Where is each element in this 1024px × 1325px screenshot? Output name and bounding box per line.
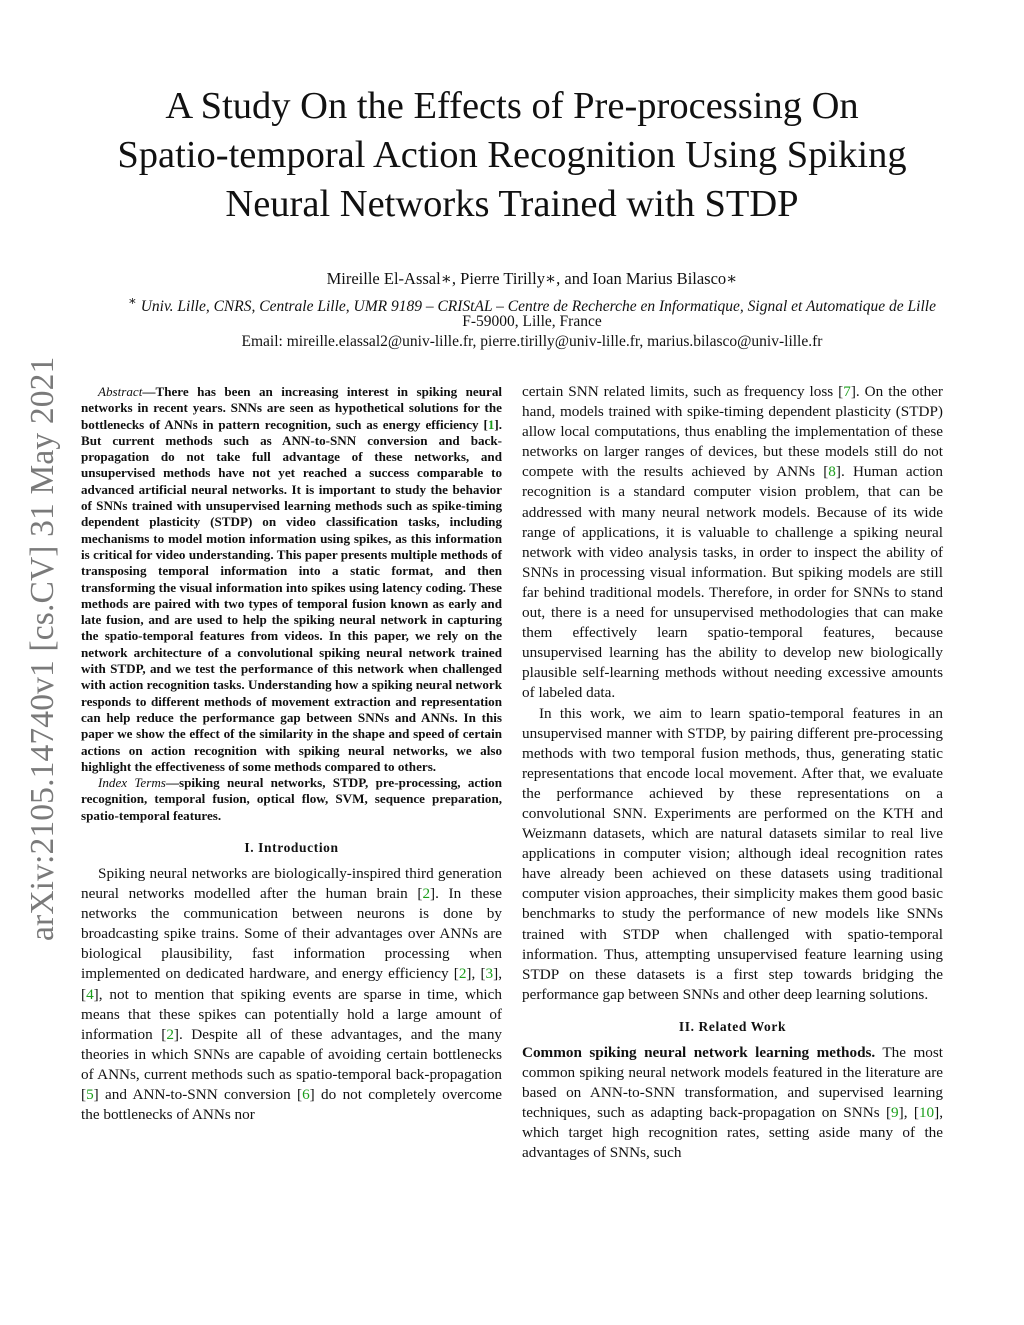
paragraph-text: ]. Human action recognition is a standard computer vision problem, that can be addressed with many neural network models. Because of its wide range of applications, it is valuable to challenge a spiking neural network with video analysis tasks, in order to inspect the ability of SNNs in processing visual information. But spiking models are still far behind traditional models. Therefore, in order for SNNs to stand out, there is a need for unsupervised methodologies that can make them effectively learn spatio-temporal features, because unsupervised learning has the ability to develop new biologically plausible self-learning methods without needing excessive amounts of labeled data. xyxy=(522,463,943,702)
introduction-paragraph xyxy=(81,864,502,1125)
paragraph-text: ], [ xyxy=(466,965,486,983)
title-line: Spatio-temporal Action Recognition Using Spiking xyxy=(117,134,907,176)
abstract-text: —There has been an increasing interest in spiking neural networks in recent years. SNNs are seen as hypothetical solutions for the bottlenecks of ANNs in pattern recognition, such as energy efficiency [ xyxy=(81,384,502,432)
citation-link[interactable]: 8 xyxy=(828,463,836,481)
citation-link[interactable]: 3 xyxy=(485,965,494,983)
left-column xyxy=(81,384,502,1125)
section-heading-related-work: II. Related Work xyxy=(678,1018,787,1034)
abstract-label: Abstract xyxy=(98,384,143,399)
paragraph-text: Spiking neural networks are biologically-inspired third generation neural networks modelled after the human brain [ xyxy=(81,865,502,903)
citation-link[interactable]: 7 xyxy=(843,383,851,400)
affiliation-address: F-59000, Lille, France xyxy=(462,313,602,330)
arxiv-identifier-stamp: arXiv:2105.14740v1 [cs.CV] 31 May 2021 xyxy=(24,356,61,941)
index-terms-label: Index Terms xyxy=(98,775,166,791)
paragraph-text: ] and ANN-to-SNN conversion [ xyxy=(93,1086,303,1104)
citation-link[interactable]: 10 xyxy=(918,1104,935,1122)
citation-link[interactable]: 5 xyxy=(86,1086,94,1104)
paragraph-text: The most common spiking neural network models featured in the literature are based on ANN-to-SNN transformation, and supervised learning techniques, such as adapting back-propagation on SNNs [ xyxy=(522,1043,943,1122)
title-line: A Study On the Effects of Pre-processing On xyxy=(165,85,859,127)
paragraph-text: certain SNN related limits, such as frequency loss [ xyxy=(522,383,844,400)
introduction-paragraph: In this work, we aim to learn spatio-temporal features in an unsupervised manner with STDP, by pairing different pre-processing methods with two temporal fusion methods, thus, generating static representations that encode local movement. After that, we evaluate the performance achieved by these representations on a convolutional SNN. Experiments are performed on the KTH and Weizmann datasets, which are natural datasets similar to real live applications in computer vision; although ideal recognition rates have already been achieved on these datasets using traditional computer vision approaches, their simplicity makes them good basic benchmarks to study the performance of new models like SNNs trained with STDP when challenged with spatio-temporal information. Thus, attempting unsupervised feature learning using STDP on these datasets is a first step towards bridging the performance gap between SNNs and other deep learning solutions. xyxy=(522,704,943,1003)
paragraph-text: ] do not completely overcome the bottlenecks of ANNs nor xyxy=(81,1086,502,1124)
paragraph-runin-heading: Common spiking neural network learning methods. xyxy=(522,1043,876,1061)
abstract-text: ]. But current methods such as ANN-to-SNN conversion and back-propagation do not take full advantage of these networks, and unsupervised methods have not yet reached a success comparable to advanced artificial neural networks. It is important to study the behavior of SNNs trained with unsupervised learning methods such as spike-timing dependent plasticity (STDP) on video classification tasks, including mechanisms to model motion information using spikes, as this information is critical for video understanding. This paper presents multiple methods of transposing temporal information into a static format, and then transforming the visual information into spikes using latency coding. These methods are paired with two types of temporal fusion known as early and late fusion, and are used to help the spiking neural network in capturing the spatio-temporal features from videos. In this paper, we rely on the network architecture of a convolutional spiking neural network trained with STDP, and we test the performance of this network when challenged with action recognition tasks. Understanding how a spiking neural network responds to different methods of movement extraction and representation can help reduce the performance gap between SNNs and ANNs. In this paper we show the effect of the similarity in the shape and speed of certain actions on action recognition with spiking neural networks, we also highlight the effectiveness of some methods compared to others. xyxy=(81,416,502,774)
paragraph-text: ]. On the other hand, models trained with spike-timing dependent plasticity (STDP) allow local computations, thus enabling the implementation of these networks on larger ranges of devices, but these models still do not compete with the results achieved by ANNs [ xyxy=(522,383,943,481)
paragraph-text: ]. Despite all of these advantages, and the many theories in which SNNs are capable of avoiding certain bottlenecks of ANNs, current methods such as spatio-temporal back-propagation [ xyxy=(81,1025,503,1104)
affiliation-text: Univ. Lille, CNRS, Centrale Lille, UMR 9189 – CRIStAL – Centre de Recherche en Informatique, Signal et Automatique de Lille xyxy=(140,298,936,316)
author-list: Mireille El-Assal∗, Pierre Tirilly∗, and Ioan Marius Bilasco∗ xyxy=(326,269,738,288)
related-work-paragraph xyxy=(522,1043,943,1164)
paragraph-text: ], [ xyxy=(898,1104,919,1122)
paragraph-text: ], which target high recognition rates, setting aside many of the advantages of SNNs, such xyxy=(522,1104,943,1162)
paragraph-text: ]. In these networks the communication between neurons is done by broadcasting spike trains. Some of their advantages over ANNs are biological plausibility, fast information processing when implemented on dedicated hardware, and energy efficiency [ xyxy=(81,885,502,983)
citation-link[interactable]: 9 xyxy=(891,1104,899,1122)
citation-link[interactable]: 2 xyxy=(422,885,431,903)
right-column xyxy=(522,382,943,1163)
paragraph-text: ], [ xyxy=(81,965,502,1003)
index-terms xyxy=(81,775,502,824)
author-emails: Email: mireille.elassal2@univ-lille.fr, pierre.tirilly@univ-lille.fr, marius.bilasco@univ-lille.fr xyxy=(241,333,823,350)
citation-link[interactable]: 4 xyxy=(86,985,94,1003)
section-heading-introduction: I. Introduction xyxy=(244,840,339,856)
title-line: Neural Networks Trained with STDP xyxy=(225,183,799,225)
introduction-paragraph-continued xyxy=(522,382,943,704)
index-terms-text: —spiking neural networks, STDP, pre-processing, action recognition, temporal fusion, optical flow, SVM, sequence preparation, spatio-temporal features. xyxy=(81,775,503,823)
citation-link[interactable]: 1 xyxy=(487,416,495,432)
paragraph-text: ], not to mention that spiking events are sparse in time, which means that these spikes can potentially hold a large amount of information [ xyxy=(81,985,502,1043)
citation-link[interactable]: 6 xyxy=(302,1086,310,1104)
affiliation-marker: ∗ xyxy=(128,293,137,308)
citation-link[interactable]: 2 xyxy=(458,965,467,983)
paper-title xyxy=(60,82,964,229)
citation-link[interactable]: 2 xyxy=(166,1025,174,1043)
abstract xyxy=(81,384,502,775)
